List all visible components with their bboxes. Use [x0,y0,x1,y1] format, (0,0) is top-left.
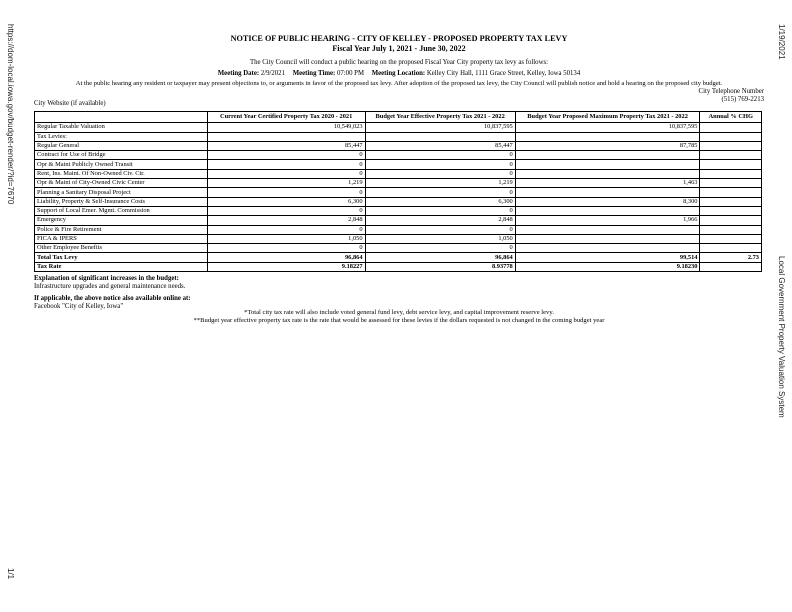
cell-proposed-max [515,160,700,169]
cell-annual-change [700,160,762,169]
cell-proposed-max: 10,837,595 [515,123,700,132]
cell-current-year: 0 [207,188,365,197]
cell-proposed-max [515,188,700,197]
table-row [35,197,762,206]
cell-current-year [207,132,365,141]
cell-current-year: 10,549,023 [207,123,365,132]
fiscal-year: Fiscal Year July 1, 2021 - June 30, 2022 [332,44,466,53]
cell-effective: 6,300 [365,197,515,206]
table-row [35,151,762,160]
cell-effective: 1,219 [365,179,515,188]
row-label: Regular Taxable Valuation [35,123,208,132]
table-row [35,188,762,197]
table-row [35,169,762,178]
notice-document [34,34,764,325]
cell-effective: 0 [365,225,515,234]
meeting-date: 2/9/2021 [260,70,285,77]
cell-current-year: 0 [207,160,365,169]
table-row [35,253,762,262]
cell-proposed-max: 1,966 [515,216,700,225]
print-date: 1/19/2021 [777,24,786,60]
cell-effective: 0 [365,188,515,197]
right-margin [774,0,788,612]
cell-proposed-max [515,151,700,160]
cell-effective: 8.93778 [365,262,515,271]
cell-annual-change [700,123,762,132]
phone-label: City Telephone Number [698,88,764,95]
cell-proposed-max: 9.18230 [515,262,700,271]
row-label: Rent, Ins. Maint. Of Non-Owned Civ. Ctr. [35,169,208,178]
header-current-year: Current Year Certified Property Tax 2020 - 2021 [207,112,365,123]
cell-proposed-max [515,244,700,253]
row-label: Liability, Property & Self-Insurance Costs [35,197,208,206]
cell-annual-change [700,132,762,141]
footnote-total-rate: *Total city tax rate will also include voted general fund levy, debt service levy, and capital improvement reserve levy. [244,309,554,317]
table-row [35,225,762,234]
footnote-effective-rate: **Budget year effective property tax rate is the rate that would be assessed for these levies if the dollars requested is not changed in the coming budget year [193,317,605,325]
meeting-info [34,69,764,78]
meeting-location-label: Meeting Location: [371,70,426,77]
table-row [35,179,762,188]
cell-annual-change [700,179,762,188]
row-label: Other Employee Benefits [35,244,208,253]
header-label [35,112,208,123]
cell-current-year: 85,447 [207,141,365,150]
header-effective: Budget Year Effective Property Tax 2021 - 2022 [365,112,515,123]
table-row [35,206,762,215]
table-row [35,262,762,271]
table-row [35,234,762,243]
table-row [35,216,762,225]
cell-proposed-max: 87,785 [515,141,700,150]
row-label: Contract for Use of Bridge [35,151,208,160]
header-proposed-max: Budget Year Proposed Maximum Property Tax 2021 - 2022 [515,112,700,123]
phone-block [699,88,764,104]
cell-current-year: 9.18227 [207,262,365,271]
table-row [35,160,762,169]
online-text: Facebook "City of Kelley, Iowa" [34,303,124,311]
cell-current-year: 0 [207,169,365,178]
cell-current-year: 96,864 [207,253,365,262]
print-url: https://dom-local.iowa.gov/budget-render/?id=7670 [6,24,15,205]
row-label: Regular General [35,141,208,150]
cell-effective: 10,837,595 [365,123,515,132]
cell-proposed-max: 8,300 [515,197,700,206]
row-label: Opr & Maint of City-Owned Civic Center [35,179,208,188]
table-row [35,132,762,141]
header-annual-change: Annual % CHG [700,112,762,123]
explanation-title: Explanation of significant increases in the budget: [34,275,179,283]
cell-annual-change [700,225,762,234]
levy-table [34,111,762,272]
row-label: Opr & Maint Publicly Owned Transit [35,160,208,169]
cell-proposed-max [515,169,700,178]
cell-effective: 1,050 [365,234,515,243]
cell-effective: 0 [365,160,515,169]
online-title: If applicable, the above notice also available online at: [34,295,191,303]
cell-current-year: 2,848 [207,216,365,225]
cell-current-year: 0 [207,244,365,253]
cell-effective: 85,447 [365,141,515,150]
cell-current-year: 0 [207,225,365,234]
cell-proposed-max [515,132,700,141]
row-label: Tax Levies: [35,132,208,141]
row-label: Emergency [35,216,208,225]
cell-proposed-max [515,206,700,215]
cell-annual-change [700,188,762,197]
objections-text: At the public hearing any resident or taxpayer may present objections to, or arguments in favor of the proposed tax levy. After adoption of the proposed tax levy, the City Council will publish notice and hold a hearing on the proposed city budget. [75,80,723,87]
intro-text: The City Council will conduct a public hearing on the proposed Fiscal Year City property tax levy as follows: [249,59,549,66]
cell-current-year: 1,050 [207,234,365,243]
cell-annual-change [700,206,762,215]
cell-annual-change: 2.73 [700,253,762,262]
cell-effective: 0 [365,206,515,215]
explanation-text: Infrastructure upgrades and general maintenance needs. [34,283,186,291]
row-label: Planning a Sanitary Disposal Project [35,188,208,197]
cell-effective: 0 [365,244,515,253]
contact-row [34,88,764,110]
page-number: 1/1 [6,568,15,580]
cell-annual-change [700,234,762,243]
cell-proposed-max [515,234,700,243]
cell-proposed-max: 99,514 [515,253,700,262]
system-name: Local Government Property Valuation System [777,256,786,418]
meeting-time: 07:00 PM [337,70,365,77]
cell-current-year: 0 [207,206,365,215]
cell-annual-change [700,151,762,160]
table-row [35,244,762,253]
cell-annual-change [700,141,762,150]
row-label: FICA & IPERS [35,234,208,243]
cell-current-year: 1,219 [207,179,365,188]
cell-effective: 96,864 [365,253,515,262]
cell-annual-change [700,169,762,178]
cell-annual-change [700,197,762,206]
cell-effective: 0 [365,169,515,178]
row-label: Total Tax Levy [35,253,208,262]
cell-annual-change [700,216,762,225]
cell-effective: 0 [365,151,515,160]
cell-proposed-max: 1,463 [515,179,700,188]
phone-number: (515) 769-2213 [721,96,764,103]
row-label: Police & Fire Retirement [35,225,208,234]
meeting-location: Kelley City Hall, 1111 Grace Street, Kelley, Iowa 50134 [426,70,581,77]
cell-annual-change [700,262,762,271]
cell-effective: 2,848 [365,216,515,225]
cell-current-year: 0 [207,151,365,160]
row-label: Support of Local Emer. Mgmt. Commission [35,206,208,215]
website-label: City Website (if available) [34,100,106,107]
table-row [35,123,762,132]
cell-proposed-max [515,225,700,234]
notice-title: NOTICE OF PUBLIC HEARING - CITY OF KELLEY - PROPOSED PROPERTY TAX LEVY [230,34,568,43]
meeting-time-label: Meeting Time: [292,70,336,77]
cell-annual-change [700,244,762,253]
table-row [35,141,762,150]
row-label: Tax Rate [35,262,208,271]
left-margin [4,0,18,612]
cell-current-year: 6,300 [207,197,365,206]
meeting-date-label: Meeting Date: [217,70,260,77]
cell-effective [365,132,515,141]
table-header-row [35,112,762,123]
